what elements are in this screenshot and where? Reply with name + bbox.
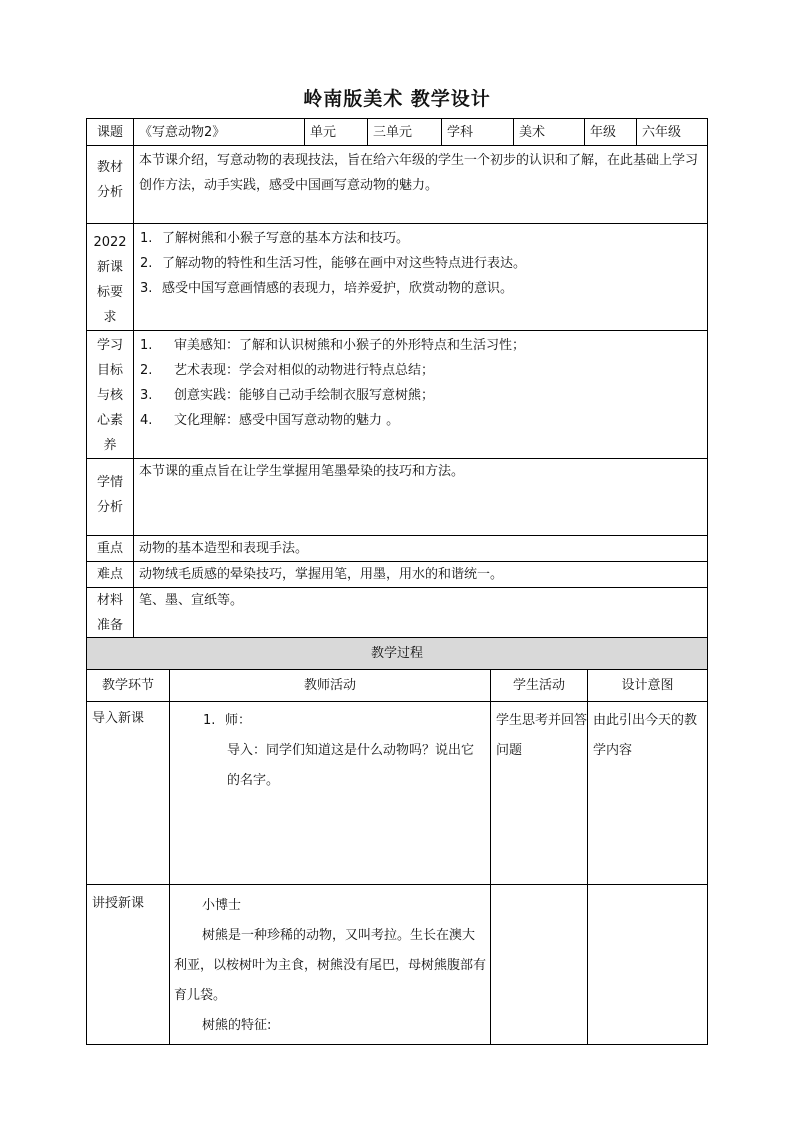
label-line: 新课 (96, 260, 123, 275)
label-line: 目标 (96, 363, 123, 378)
list-item: 3. 创意实践：能够自己动手绘制衣服写意树熊； (140, 388, 435, 403)
process-section-title: 教学过程 (87, 638, 708, 670)
materials-row (87, 588, 708, 642)
objectives-label (87, 331, 134, 459)
design-intent-cell: 由此引出今天的教学内容 (588, 702, 708, 885)
list-item: 1. 了解树熊和小猴子写意的基本方法和技巧。 (140, 231, 410, 246)
list-item: 2. 艺术表现：学会对相似的动物进行特点总结； (140, 363, 435, 378)
subject-label: 学科 (442, 119, 514, 146)
key-point-row (87, 536, 708, 562)
key-point-text: 动物的基本造型和表现手法。 (134, 536, 708, 562)
label-line: 求 (103, 310, 117, 325)
student-activity-cell: 学生思考并回答问题 (491, 702, 588, 885)
design-intent-cell (588, 885, 708, 1045)
label-line: 材料 (96, 593, 123, 608)
label-line: 分析 (96, 185, 123, 200)
label-line: 学习 (96, 338, 123, 353)
material-analysis-text: 本节课介绍，写意动物的表现技法，旨在给六年级的学生一个初步的认识和了解，在此基础上学习创作方法，动手实践，感受中国画写意动物的魅力。 (134, 146, 708, 224)
stage-cell: 讲授新课 (87, 885, 170, 1045)
teacher-role: 师： (225, 713, 252, 728)
label-line: 养 (103, 438, 117, 453)
key-point-label: 重点 (87, 536, 134, 562)
process-header-row (87, 670, 708, 702)
teacher-activity-cell (170, 885, 491, 1045)
materials-label (87, 588, 134, 642)
column-header: 设计意图 (588, 670, 708, 702)
materials-text: 笔、墨、宣纸等。 (134, 588, 708, 642)
unit-value: 三单元 (368, 119, 442, 146)
column-header: 教师活动 (170, 670, 491, 702)
process-title-row (87, 638, 708, 670)
column-header: 学生活动 (491, 670, 588, 702)
label-line: 教材 (96, 160, 123, 175)
difficulty-text: 动物绒毛质感的晕染技巧，掌握用笔，用墨，用水的和谐统一。 (134, 562, 708, 588)
learner-analysis-row (87, 459, 708, 536)
label-line: 心素 (96, 413, 123, 428)
topic-value: 《写意动物2》 (134, 119, 305, 146)
label-line: 标要 (96, 285, 123, 300)
column-header: 教学环节 (87, 670, 170, 702)
student-activity-cell (491, 885, 588, 1045)
material-analysis-label (87, 146, 134, 224)
teacher-paragraph: 树熊是一种珍稀的动物，又叫考拉。生长在澳大利亚，以桉树叶为主食，树熊没有尾巴，母树熊腹部有育儿袋。 (174, 928, 487, 1003)
difficulty-label: 难点 (87, 562, 134, 588)
grade-value: 六年级 (637, 119, 708, 146)
label-line: 2022 (93, 235, 127, 250)
list-item: 1. 审美感知：了解和认识树熊和小猴子的外形特点和生活习性； (140, 338, 526, 353)
curriculum-list (134, 224, 708, 331)
list-item: 3. 感受中国写意画情感的表现力，培养爱护，欣赏动物的意识。 (140, 281, 514, 296)
learner-analysis-label (87, 459, 134, 536)
table-row (87, 702, 708, 885)
stage-cell: 导入新课 (87, 702, 170, 885)
table-row (87, 885, 708, 1045)
teacher-paragraph: 树熊的特征: (202, 1018, 272, 1033)
unit-label: 单元 (305, 119, 368, 146)
document-title: 岭南版美术 教学设计 (303, 88, 491, 110)
objectives-list (134, 331, 708, 459)
label-line: 准备 (96, 618, 123, 633)
header-row (87, 119, 708, 146)
curriculum-row (87, 224, 708, 331)
step-number: 1. (203, 713, 216, 728)
learner-analysis-text: 本节课的重点旨在让学生掌握用笔墨晕染的技巧和方法。 (134, 459, 708, 536)
subject-value: 美术 (514, 119, 585, 146)
curriculum-label (87, 224, 134, 331)
list-item: 4. 文化理解：感受中国写意动物的魅力 。 (140, 413, 400, 428)
label-line: 学情 (96, 475, 123, 490)
teacher-heading: 小博士 (202, 898, 242, 913)
process-table (86, 637, 708, 1045)
grade-label: 年级 (585, 119, 637, 146)
label-line: 与核 (96, 388, 123, 403)
teacher-text: 导入：同学们知道这是什么动物吗？说出它的名字。 (227, 743, 475, 788)
list-item: 2. 了解动物的特性和生活习性，能够在画中对这些特点进行表达。 (140, 256, 527, 271)
teacher-activity-cell (170, 702, 491, 885)
topic-label: 课题 (87, 119, 134, 146)
material-analysis-row (87, 146, 708, 224)
difficulty-row (87, 562, 708, 588)
objectives-row (87, 331, 708, 459)
info-table (86, 118, 708, 642)
label-line: 分析 (96, 500, 123, 515)
